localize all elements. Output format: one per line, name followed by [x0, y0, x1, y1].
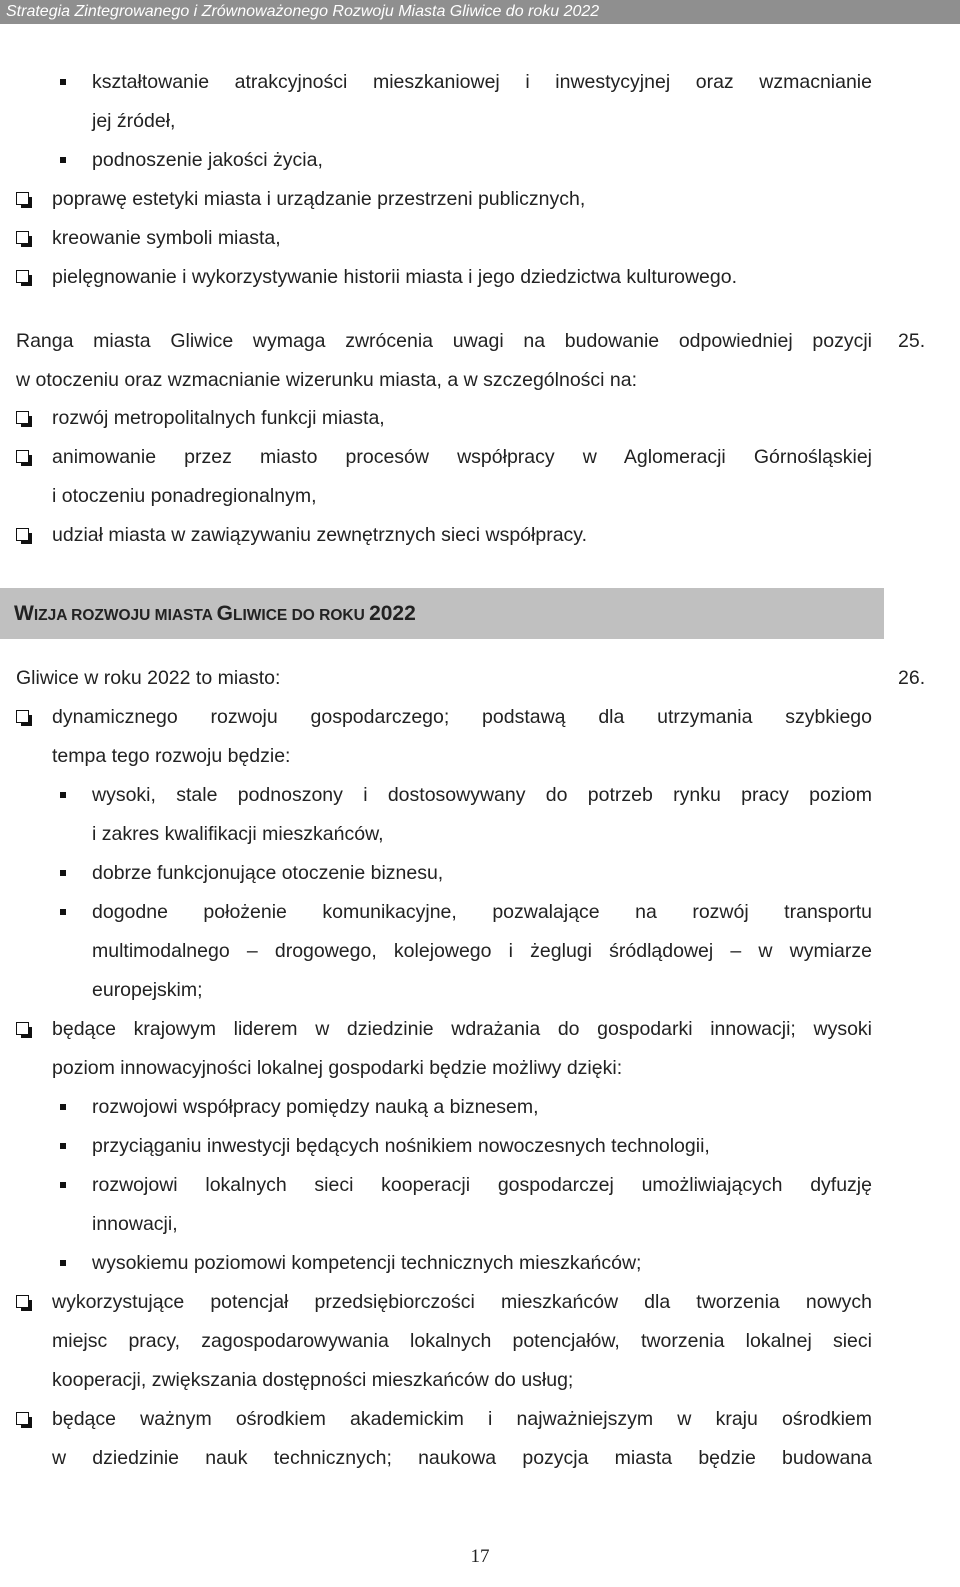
list-item-text: kształtowanie atrakcyjności mieszkaniowej i inwestycyjnej oraz wzmacnianie	[92, 71, 872, 93]
list-item-text: i otoczeniu ponadregionalnym,	[52, 485, 317, 507]
paragraph-text: Gliwice w roku 2022 to miasto:	[16, 667, 281, 689]
checkbox-bullet-icon	[16, 1295, 29, 1308]
list-item-text: będące ważnym ośrodkiem akademickim i najważniejszym w kraju ośrodkiem	[52, 1408, 872, 1430]
section-title	[14, 588, 416, 639]
paragraph-number: 25.	[898, 330, 926, 352]
list-item-text: wysokiemu poziomowi kompetencji technicznych mieszkańców;	[92, 1252, 642, 1274]
list-item-text: jej źródeł,	[92, 110, 176, 132]
list-item-text: wykorzystujące potencjał przedsiębiorczości mieszkańców dla tworzenia nowych	[52, 1291, 872, 1313]
checkbox-bullet-icon	[16, 270, 29, 283]
list-item-text: dogodne położenie komunikacyjne, pozwalające na rozwój transportu	[92, 901, 872, 923]
list-item-text: w dziedzinie nauk technicznych; naukowa pozycja miasta będzie budowana	[52, 1447, 872, 1469]
list-item-text: przyciąganiu inwestycji będących nośnikiem nowoczesnych technologii,	[92, 1135, 710, 1157]
bullet-marker	[60, 157, 66, 163]
checkbox-bullet-icon	[16, 411, 29, 424]
section-title-part: W	[14, 602, 34, 625]
bullet-marker	[60, 909, 66, 915]
list-item-text: pielęgnowanie i wykorzystywanie historii miasta i jego dziedzictwa kulturowego.	[52, 266, 737, 288]
section-title-part: 2022	[369, 602, 416, 625]
list-item-text: multimodalnego – drogowego, kolejowego i żeglugi śródlądowej – w wymiarze	[92, 940, 872, 962]
list-item-text: kooperacji, zwiększania dostępności mieszkańców do usług;	[52, 1369, 574, 1391]
list-item-text: udział miasta w zawiązywaniu zewnętrznych sieci współpracy.	[52, 524, 588, 546]
list-item-text: poziom innowacyjności lokalnej gospodarki będzie możliwy dzięki:	[52, 1057, 623, 1079]
checkbox-bullet-icon	[16, 528, 29, 541]
section-title-part: G	[216, 602, 234, 625]
list-item-text: tempa tego rozwoju będzie:	[52, 745, 291, 767]
checkbox-bullet-icon	[16, 192, 29, 205]
section-title-part: LIWICE DO ROKU	[233, 607, 370, 624]
checkbox-bullet-icon	[16, 710, 29, 723]
list-item-text: rozwojowi lokalnych sieci kooperacji gospodarczej umożliwiających dyfuzję	[92, 1174, 872, 1196]
list-item-text: podnoszenie jakości życia,	[92, 149, 323, 171]
list-item-text: wysoki, stale podnoszony i dostosowywany do potrzeb rynku pracy poziom	[92, 784, 872, 806]
list-item-text: kreowanie symboli miasta,	[52, 227, 281, 249]
bullet-marker	[60, 1260, 66, 1266]
list-item-text: miejsc pracy, zagospodarowywania lokalnych potencjałów, tworzenia lokalnej sieci	[52, 1330, 872, 1352]
section-heading-bar	[0, 588, 884, 639]
list-item-text: rozwojowi współpracy pomiędzy nauką a biznesem,	[92, 1096, 539, 1118]
page-number: 17	[470, 1546, 490, 1567]
bullet-marker	[60, 792, 66, 798]
paragraph-text: Ranga miasta Gliwice wymaga zwrócenia uwagi na budowanie odpowiedniej pozycji	[16, 330, 872, 352]
checkbox-bullet-icon	[16, 231, 29, 244]
list-item-text: innowacji,	[92, 1213, 178, 1235]
list-item-text: rozwój metropolitalnych funkcji miasta,	[52, 407, 385, 429]
list-item-text: animowanie przez miasto procesów współpracy w Aglomeracji Górnośląskiej	[52, 446, 872, 468]
bullet-marker	[60, 870, 66, 876]
list-item-text: poprawę estetyki miasta i urządzanie przestrzeni publicznych,	[52, 188, 586, 210]
section-title-part: IZJA ROZWOJU MIASTA	[33, 607, 217, 624]
bullet-marker	[60, 1104, 66, 1110]
bullet-marker	[60, 79, 66, 85]
checkbox-bullet-icon	[16, 1022, 29, 1035]
checkbox-bullet-icon	[16, 450, 29, 463]
bullet-marker	[60, 1182, 66, 1188]
document-title: Strategia Zintegrowanego i Zrównoważonego Rozwoju Miasta Gliwice do roku 2022	[6, 3, 600, 20]
list-item-text: dobrze funkcjonujące otoczenie biznesu,	[92, 862, 444, 884]
bullet-marker	[60, 1143, 66, 1149]
list-item-text: będące krajowym liderem w dziedzinie wdrażania do gospodarki innowacji; wysoki	[52, 1018, 872, 1040]
paragraph-number: 26.	[898, 667, 926, 689]
document-header	[0, 0, 960, 24]
list-item-text: europejskim;	[92, 979, 203, 1001]
list-item-text: dynamicznego rozwoju gospodarczego; podstawą dla utrzymania szybkiego	[52, 706, 872, 728]
checkbox-bullet-icon	[16, 1412, 29, 1425]
list-item-text: i zakres kwalifikacji mieszkańców,	[92, 823, 384, 845]
paragraph-text: w otoczeniu oraz wzmacnianie wizerunku miasta, a w szczególności na:	[16, 369, 638, 391]
